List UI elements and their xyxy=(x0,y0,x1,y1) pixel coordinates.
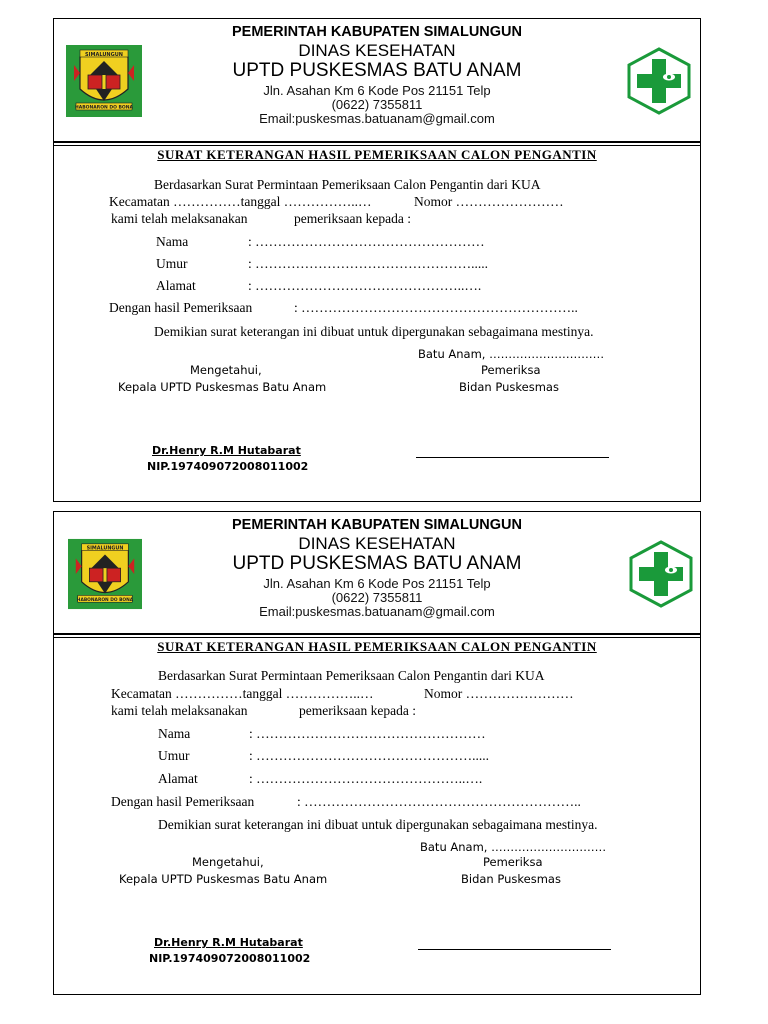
header-government: PEMERINTAH KABUPATEN SIMALUNGUN xyxy=(232,24,522,40)
kepala-label: Kepala UPTD Puskesmas Batu Anam xyxy=(118,380,327,394)
alamat-value: : ………………………………………..…. xyxy=(248,278,482,293)
hasil-label: Dengan hasil Pemeriksaan xyxy=(111,794,255,809)
nama-value: : …………………………………………… xyxy=(248,234,485,249)
place-date: Batu Anam, ………………………… xyxy=(420,840,607,854)
signature-line xyxy=(418,949,611,950)
alamat-value: : ………………………………………..…. xyxy=(249,771,483,786)
header-puskesmas: UPTD PUSKESMAS BATU ANAM xyxy=(232,553,522,574)
kami-text: kami telah melaksanakan xyxy=(111,211,248,226)
bidan-label: Bidan Puskesmas xyxy=(459,380,559,394)
intro-text: Berdasarkan Surat Permintaan Pemeriksaan Calon Pengantin dari KUA xyxy=(154,177,541,192)
crest-top-text: SIMALUNGUN xyxy=(85,52,123,58)
header-divider-thick xyxy=(54,633,700,635)
nama-label: Nama xyxy=(156,234,189,249)
alamat-label: Alamat xyxy=(158,771,198,786)
doctor-name: Dr.Henry R.M Hutabarat xyxy=(152,444,301,457)
crest-bottom-text: HABONARON DO BONA xyxy=(76,597,134,603)
doctor-nip: NIP.197409072008011002 xyxy=(147,460,309,473)
umur-label: Umur xyxy=(158,748,190,763)
header-phone: (0622) 7355811 xyxy=(331,97,423,112)
umur-value: : …………………………………………..... xyxy=(249,748,490,763)
kecamatan-field: Kecamatan ……………tanggal ……………..… xyxy=(109,194,372,209)
header-email: Email:puskesmas.batuanam@gmail.com xyxy=(259,604,495,619)
crest-bottom-text: HABONARON DO BONA xyxy=(74,105,134,111)
pemeriksa-label: Pemeriksa xyxy=(483,855,543,869)
nomor-field: Nomor …………………… xyxy=(414,194,564,209)
header-divider-thick xyxy=(54,141,700,143)
bidan-label: Bidan Puskesmas xyxy=(461,872,561,886)
letter-form-1 xyxy=(53,18,701,502)
doctor-nip: NIP.197409072008011002 xyxy=(149,952,311,965)
signature-line xyxy=(416,457,609,458)
nomor-field: Nomor …………………… xyxy=(424,686,574,701)
umur-value: : …………………………………………..... xyxy=(248,256,489,271)
kami-text-2: pemeriksaan kepada : xyxy=(299,703,416,718)
header-government: PEMERINTAH KABUPATEN SIMALUNGUN xyxy=(232,517,522,533)
header-phone: (0622) 7355811 xyxy=(331,590,423,605)
hasil-value: : …………………………………………………….. xyxy=(297,794,581,809)
mengetahui-label: Mengetahui, xyxy=(192,855,264,869)
hasil-value: : …………………………………………………….. xyxy=(294,300,578,315)
kami-text: kami telah melaksanakan xyxy=(111,703,248,718)
mengetahui-label: Mengetahui, xyxy=(190,363,262,377)
closing-text: Demikian surat keterangan ini dibuat untuk dipergunakan sebagaimana mestinya. xyxy=(158,817,598,832)
kecamatan-field: Kecamatan ……………tanggal ……………..… xyxy=(111,686,374,701)
letter-title: SURAT KETERANGAN HASIL PEMERIKSAAN CALON PENGANTIN xyxy=(157,147,597,162)
closing-text: Demikian surat keterangan ini dibuat untuk dipergunakan sebagaimana mestinya. xyxy=(154,324,594,339)
header-department: DINAS KESEHATAN xyxy=(298,41,456,60)
nama-label: Nama xyxy=(158,726,191,741)
pemeriksa-label: Pemeriksa xyxy=(481,363,541,377)
nama-value: : …………………………………………… xyxy=(249,726,486,741)
intro-text: Berdasarkan Surat Permintaan Pemeriksaan Calon Pengantin dari KUA xyxy=(158,668,545,683)
header-address: Jln. Asahan Km 6 Kode Pos 21151 Telp xyxy=(263,576,491,591)
kami-text-2: pemeriksaan kepada : xyxy=(294,211,411,226)
doctor-name: Dr.Henry R.M Hutabarat xyxy=(154,936,303,949)
crest-top-text: SIMALUNGUN xyxy=(86,545,124,552)
kepala-label: Kepala UPTD Puskesmas Batu Anam xyxy=(119,872,328,886)
place-date: Batu Anam, ………………………… xyxy=(418,347,605,361)
header-email: Email:puskesmas.batuanam@gmail.com xyxy=(259,111,495,126)
header-divider-thin xyxy=(54,637,700,638)
header-department: DINAS KESEHATAN xyxy=(298,534,456,553)
header-divider-thin xyxy=(54,145,700,146)
alamat-label: Alamat xyxy=(156,278,196,293)
hasil-label: Dengan hasil Pemeriksaan xyxy=(109,300,253,315)
header-address: Jln. Asahan Km 6 Kode Pos 21151 Telp xyxy=(263,83,491,98)
letter-title: SURAT KETERANGAN HASIL PEMERIKSAAN CALON PENGANTIN xyxy=(157,639,597,654)
letter-form-2 xyxy=(53,511,701,995)
umur-label: Umur xyxy=(156,256,188,271)
header-puskesmas: UPTD PUSKESMAS BATU ANAM xyxy=(232,60,522,81)
